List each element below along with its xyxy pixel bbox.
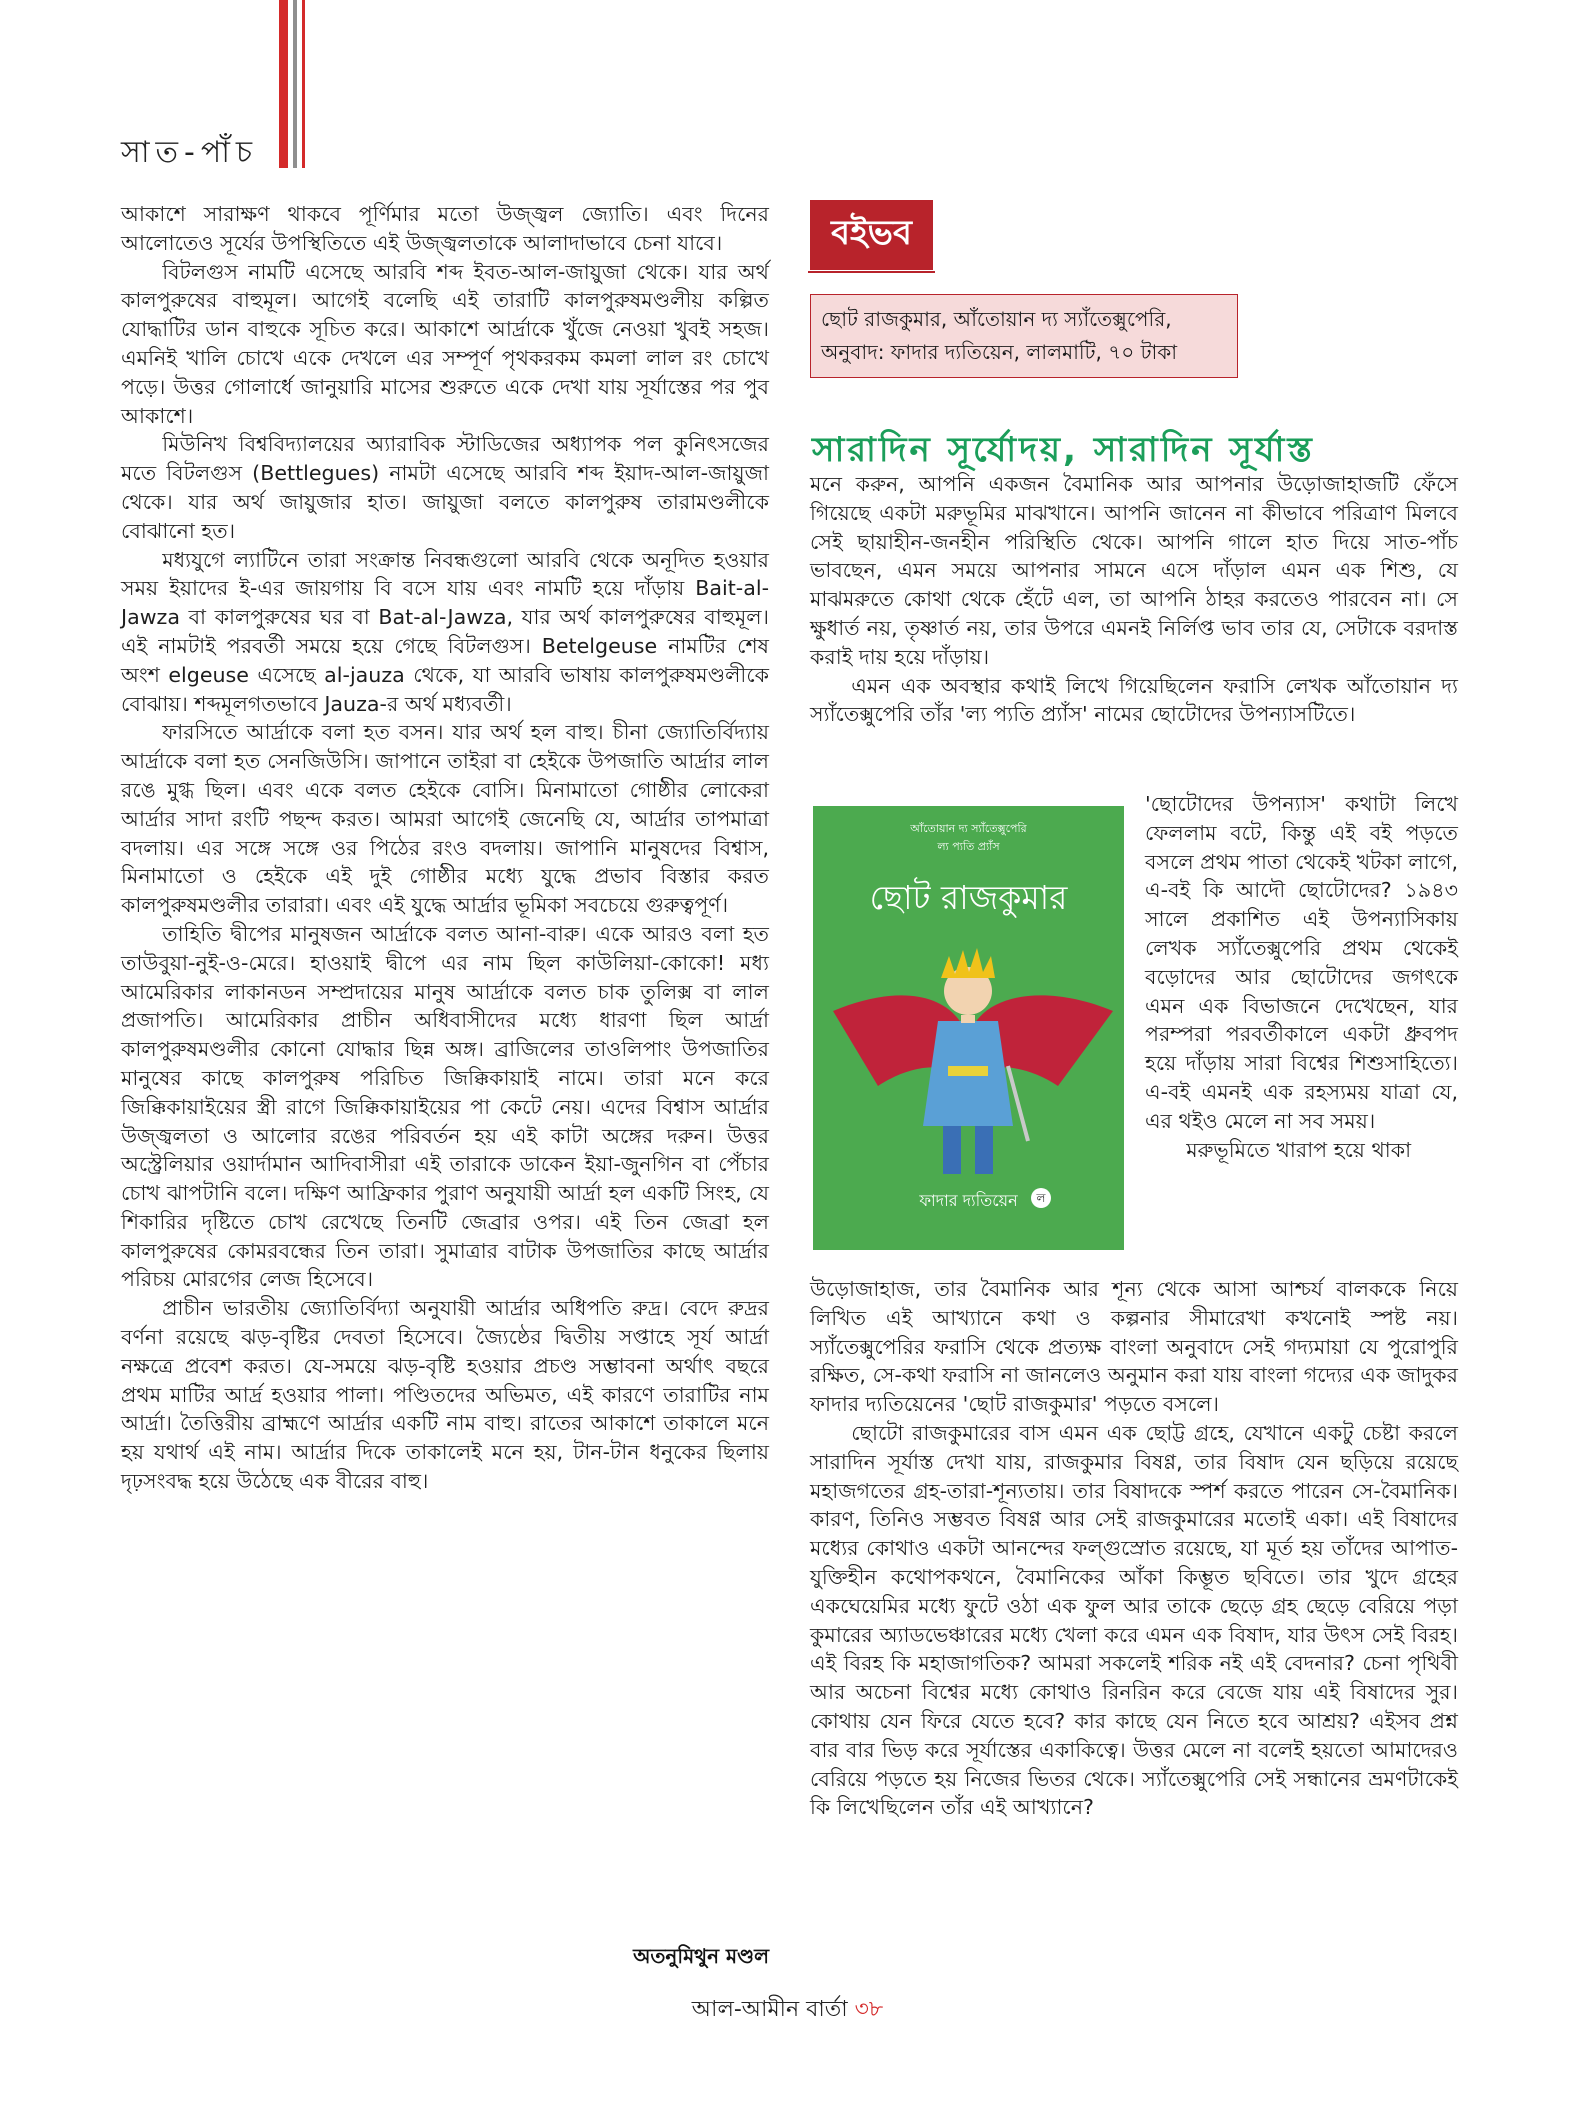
book-cover-image bbox=[813, 806, 1124, 1250]
paragraph: মরুভূমিতে খারাপ হয়ে থাকা bbox=[1186, 1137, 1412, 1162]
review-body-bottom bbox=[810, 1275, 1458, 1822]
paragraph: 'ছোটোদের উপন্যাস' কথাটা লিখে ফেললাম বটে, কিন্তু এই বই পড়তে বসলে প্রথম পাতা থেকেই খটকা লাগে, এ-বই কি আদৌ ছোটোদের? ১৯৪৩ সালে প্রকাশিত এই উপন্যাসিকায় লেখক স্যাঁতেক্সুপেরি প্রথম থেকেই বড়োদের আর ছোটোদের জগৎকে এমন এক বিভাজনে দেখেছেন, যার পরম্পরা পরবর্তীকালে একটা ধ্রুবপদ হয়ে দাঁড়ায় সারা বিশ্বের শিশুসাহিত্যে। এ-বই এমনই এক রহস্যময় যাত্রা যে, এর থইও মেলে না সব সময়। bbox=[1145, 792, 1458, 1133]
page-footer bbox=[0, 1992, 1575, 2029]
paragraph: ফারসিতে আর্দ্রাকে বলা হত বসন। যার অর্থ হল বাহু। চীনা জ্যোতির্বিদ্যায় আর্দ্রাকে বলা হত সেনজিউসি। জাপানে তাইরা বা হেইকে উপজাতি আর্দ্রার লাল রঙে মুগ্ধ ছিল। এবং একে বলত হেইকে বোসি। মিনামাতো গোষ্ঠীর লোকেরা আর্দ্রার সাদা রংটি পছন্দ করত। আমরা আগেই জেনেছি যে, আর্দ্রার তাপমাত্রা বদলায়। এর সঙ্গে সঙ্গে ওর পিঠের রংও বদলায়। জাপানি মানুষদের বিশ্বাস, মিনামাতো ও হেইকে এই দুই গোষ্ঠীর মধ্যে যুদ্ধে প্রভাব বিস্তার করত কালপুরুষমণ্ডলীর তারারা। এবং এই যুদ্ধে আর্দ্রার ভূমিকা সবচেয়ে গুরুত্বপূর্ণ। bbox=[121, 720, 769, 918]
header-accent-bar bbox=[279, 0, 288, 168]
byline: অতনুমিথুন মণ্ডল bbox=[633, 1944, 769, 1968]
paragraph: মধ্যযুগে ল্যাটিনে তারা সংক্রান্ত নিবন্ধগুলো আরবি থেকে অনূদিত হওয়ার সময় ইয়াদের ই-এর জায়গায় বি বসে যায় এবং নামটি হয়ে দাঁড়ায় Bait-al-Jawza বা কালপুরুষের ঘর বা Bat-al-Jawza, যার অর্থ কালপুরুষের বাহুমূল। এই নামটাই পরবর্তী সময়ে হয়ে গেছে বিটলগুস। Betelgeuse নামটির শেষ অংশ elgeuse এসেছে al-jauza থেকে, যা আরবি ভাষায় কালপুরুষমণ্ডলীকে বোঝায়। শব্দমূলগতভাবে Jauza-র অর্থ মধ্যবর্তী। bbox=[121, 547, 769, 716]
book-info-line: ছোট রাজকুমার, আঁতোয়ান দ্য স্যাঁতেক্সুপেরি, bbox=[821, 307, 1172, 331]
publisher-logo: ল bbox=[1031, 1188, 1051, 1208]
page-number: ৩৮ bbox=[854, 1997, 884, 2022]
paragraph: বিটলগুস নামটি এসেছে আরবি শব্দ ইবত-আল-জায়ুজা থেকে। যার অর্থ কালপুরুষের বাহুমূল। আগেই বলেছি এই তারাটি কালপুরুষমণ্ডলীয় কল্পিত যোদ্ধাটির ডান বাহুকে সূচিত করে। আকাশে আর্দ্রাকে খুঁজে নেওয়া খুবই সহজ। এমনিই খালি চোখে একে দেখলে এর সম্পূর্ণ পৃথকরকম কমলা লাল রং চোখে পড়ে। উত্তর গোলার্ধে জানুয়ারি মাসের শুরুতে একে দেখা যায় সূর্যাস্তের পর পুব আকাশে। bbox=[121, 259, 769, 428]
cover-title: ছোট রাজকুমার bbox=[869, 878, 1068, 917]
review-headline: সারাদিন সূর্যোদয়, সারাদিন সূর্যাস্ত bbox=[812, 430, 1315, 470]
header-divider-bar bbox=[293, 0, 297, 168]
column-tag: বইভব bbox=[810, 200, 933, 270]
review-body-beside-image bbox=[1145, 790, 1458, 1164]
cover-translator: ফাদার দ্যতিয়েন bbox=[919, 1191, 1018, 1210]
section-label: সাত-পাঁচ bbox=[121, 135, 259, 170]
paragraph: প্রাচীন ভারতীয় জ্যোতির্বিদ্যা অনুযায়ী আর্দ্রার অধিপতি রুদ্র। বেদে রুদ্রর বর্ণনা রয়েছে ঝড়-বৃষ্টির দেবতা হিসেবে। জ্যৈষ্ঠের দ্বিতীয় সপ্তাহে সূর্য আর্দ্রা নক্ষত্রে প্রবেশ করত। যে-সময়ে ঝড়-বৃষ্টি হওয়ার প্রচণ্ড সম্ভাবনা অর্থাৎ বছরে প্রথম মাটির আর্দ্র হওয়ার পালা। পণ্ডিতদের অভিমত, এই কারণে তারাটির নাম আর্দ্রা। তৈত্তিরীয় ব্রাহ্মণে আর্দ্রার একটি নাম বাহু। রাতের আকাশে তাকালে মনে হয় যথার্থ এই নাম। আর্দ্রার দিকে তাকালেই মনে হয়, টান-টান ধনুকের ছিলায় দৃঢ়সংবদ্ধ হয়ে উঠেছে এক বীরের বাহু। bbox=[121, 1296, 769, 1494]
left-article-body bbox=[121, 200, 769, 1496]
header-accent-bar-thin bbox=[302, 0, 305, 168]
book-info-line: অনুবাদ: ফাদার দ্যতিয়েন, লালমাটি, ৭০ টাকা bbox=[821, 340, 1178, 364]
cover-author-line: আঁতোয়ান দ্য স্যাঁতেক্সুপেরি bbox=[910, 822, 1027, 835]
book-info-box bbox=[810, 294, 1238, 378]
cover-original-title: ল্য প্যতি প্র্যাঁস bbox=[937, 840, 1000, 853]
tag-underline bbox=[808, 271, 935, 273]
paragraph: এমন এক অবস্থার কথাই লিখে গিয়েছিলেন ফরাসি লেখক আঁতোয়ান দ্য স্যাঁতেক্সুপেরি তাঁর 'ল্য প্যতি প্র্যাঁস' নামের ছোটোদের উপন্যাসটিতে। bbox=[810, 673, 1458, 727]
paragraph: মনে করুন, আপনি একজন বৈমানিক আর আপনার উড়োজাহাজটি ফেঁসে গিয়েছে একটা মরুভূমির মাঝখানে। আপনি জানেন না কীভাবে পরিত্রাণ মিলবে সেই ছায়াহীন-জনহীন পরিস্থিতি থেকে। আপনি গালে হাত দিয়ে সাত-পাঁচ ভাবছেন, এমন সময়ে আপনার সামনে এসে দাঁড়াল এমন এক শিশু, যে মাঝমরুতে কোথা থেকে হেঁটে এল, তা আপনি ঠাহর করতেও পারবেন না। সে ক্ষুধার্ত নয়, তৃষ্ণার্ত নয়, তার উপরে এমনই নির্লিপ্ত ভাব তার যে, সেটাকে বরদাস্ত করাই দায় হয়ে দাঁড়ায়। bbox=[810, 472, 1458, 669]
paragraph: তাহিতি দ্বীপের মানুষজন আর্দ্রাকে বলত আনা-বারু। একে আরও বলা হত তাউবুয়া-নুই-ও-মেরে। হাওয়াই দ্বীপে এর নাম ছিল কাউলিয়া-কোকো! মধ্য আমেরিকার লাকানডন সম্প্রদায়ের মানুষ আর্দ্রাকে বলত চাক তুলিক্স বা লাল প্রজাপতি। আমেরিকার প্রাচীন অধিবাসীদের মধ্যে ধারণা ছিল আর্দ্রা কালপুরুষমণ্ডলীর কোনো যোদ্ধার ছিন্ন অঙ্গ। ব্রাজিলের তাওলিপাং উপজাতির মানুষের কাছে কালপুরুষ পরিচিত জিক্কিকায়াই নামে। তারা মনে করে জিক্কিকায়াইয়ের স্ত্রী রাগে জিক্কিকায়াইয়ের পা কেটে নেয়। এদের বিশ্বাস আর্দ্রার উজ্জ্বলতা ও আলোর রঙের পরিবর্তন হয় এই কাটা অঙ্গের দরুন। উত্তর অস্ট্রেলিয়ার ওয়ার্দামান আদিবাসীরা এই তারাকে ডাকেন ইয়া-জুনগিন বা পেঁচার চোখ ঝাপটানি বলে। দক্ষিণ আফ্রিকার পুরাণ অনুযায়ী আর্দ্রা হল একটি সিংহ, যে শিকারির দৃষ্টিতে চোখ রেখেছে তিনটি জেব্রার ওপর। এই তিন জেব্রা হল কালপুরুষের কোমরবন্ধের তিন তারা। সুমাত্রার বাটাক উপজাতির কাছে আর্দ্রার পরিচয় মোরগের লেজ হিসেবে। bbox=[121, 921, 769, 1292]
magazine-name: আল-আমীন বার্তা bbox=[691, 1997, 848, 2022]
little-prince-illustration bbox=[813, 916, 1124, 1186]
paragraph: ছোটো রাজকুমারের বাস এমন এক ছোট্ট গ্রহে, যেখানে একটু চেষ্টা করলে সারাদিন সূর্যাস্ত দেখা যায়, রাজকুমার বিষণ্ণ, তার বিষাদ যেন ছড়িয়ে রয়েছে মহাজগতের গ্রহ-তারা-শূন্যতায়। তার বিষাদকে স্পর্শ করতে পারেন সে-বৈমানিক। কারণ, তিনিও সম্ভবত বিষণ্ণ আর সেই রাজকুমারের মতোই একা। এই বিষাদের মধ্যের কোথাও একটা আনন্দের ফল্গুস্রোত রয়েছে, যা মূর্ত হয় তাঁদের আপাত-যুক্তিহীন কথোপকথনে, বৈমানিকের আঁকা কিম্ভূত ছবিতে। তার খুদে গ্রহের একঘেয়েমির মধ্যে ফুটে ওঠা এক ফুল আর তাকে ছেড়ে গ্রহ ছেড়ে বেরিয়ে পড়া কুমারের অ্যাডভেঞ্চারের মধ্যে খেলা করে এমন এক বিষাদ, যার উৎস সেই বিরহ। এই বিরহ কি মহাজাগতিক? আমরা সকলেই শরিক নই এই বেদনার? চেনা পৃথিবী আর অচেনা বিশ্বের মধ্যে কোথাও রিনরিন করে বেজে যায় এই বিষাদের সুর। কোথায় যেন ফিরে যেতে হবে? কার কাছে যেন নিতে হবে আশ্রয়? এইসব প্রশ্ন বার বার ভিড় করে সূর্যাস্তের একাকিত্বে। উত্তর মেলে না বলেই হয়তো আমাদেরও বেরিয়ে পড়তে হয় নিজের ভিতর থেকে। স্যাঁতেক্সুপেরি সেই সন্ধানের ভ্রমণটাকেই কি লিখেছিলেন তাঁর এই আখ্যানে? bbox=[810, 1420, 1458, 1820]
paragraph: মিউনিখ বিশ্ববিদ্যালয়ের অ্যারাবিক স্টাডিজের অধ্যাপক পল কুনিৎসজের মতে বিটলগুস (Bettlegues) নামটা এসেছে আরবি শব্দ ইয়াদ-আল-জায়ুজা থেকে। যার অর্থ জায়ুজার হাত। জায়ুজা বলতে কালপুরুষ তারামণ্ডলীকে বোঝানো হত। bbox=[121, 432, 769, 543]
paragraph: উড়োজাহাজ, তার বৈমানিক আর শূন্য থেকে আসা আশ্চর্য বালককে নিয়ে লিখিত এই আখ্যানে কথা ও কল্পনার সীমারেখা কখনোই স্পষ্ট নয়। স্যাঁতেক্সুপেরির ফরাসি থেকে প্রত্যক্ষ বাংলা অনুবাদে সেই গদ্যমায়া যে পুরোপুরি রক্ষিত, সে-কথা ফরাসি না জানলেও অনুমান করা যায় বাংলা গদ্যের এক জাদুকর ফাদার দ্যতিয়েনের 'ছোট রাজকুমার' পড়তে বসলে। bbox=[810, 1277, 1458, 1417]
review-body-top bbox=[810, 470, 1458, 729]
paragraph: আকাশে সারাক্ষণ থাকবে পূর্ণিমার মতো উজ্জ্বল জ্যোতি। এবং দিনের আলোতেও সূর্যের উপস্থিতিতে এই উজ্জ্বলতাকে আলাদাভাবে চেনা যাবে। bbox=[121, 202, 769, 255]
